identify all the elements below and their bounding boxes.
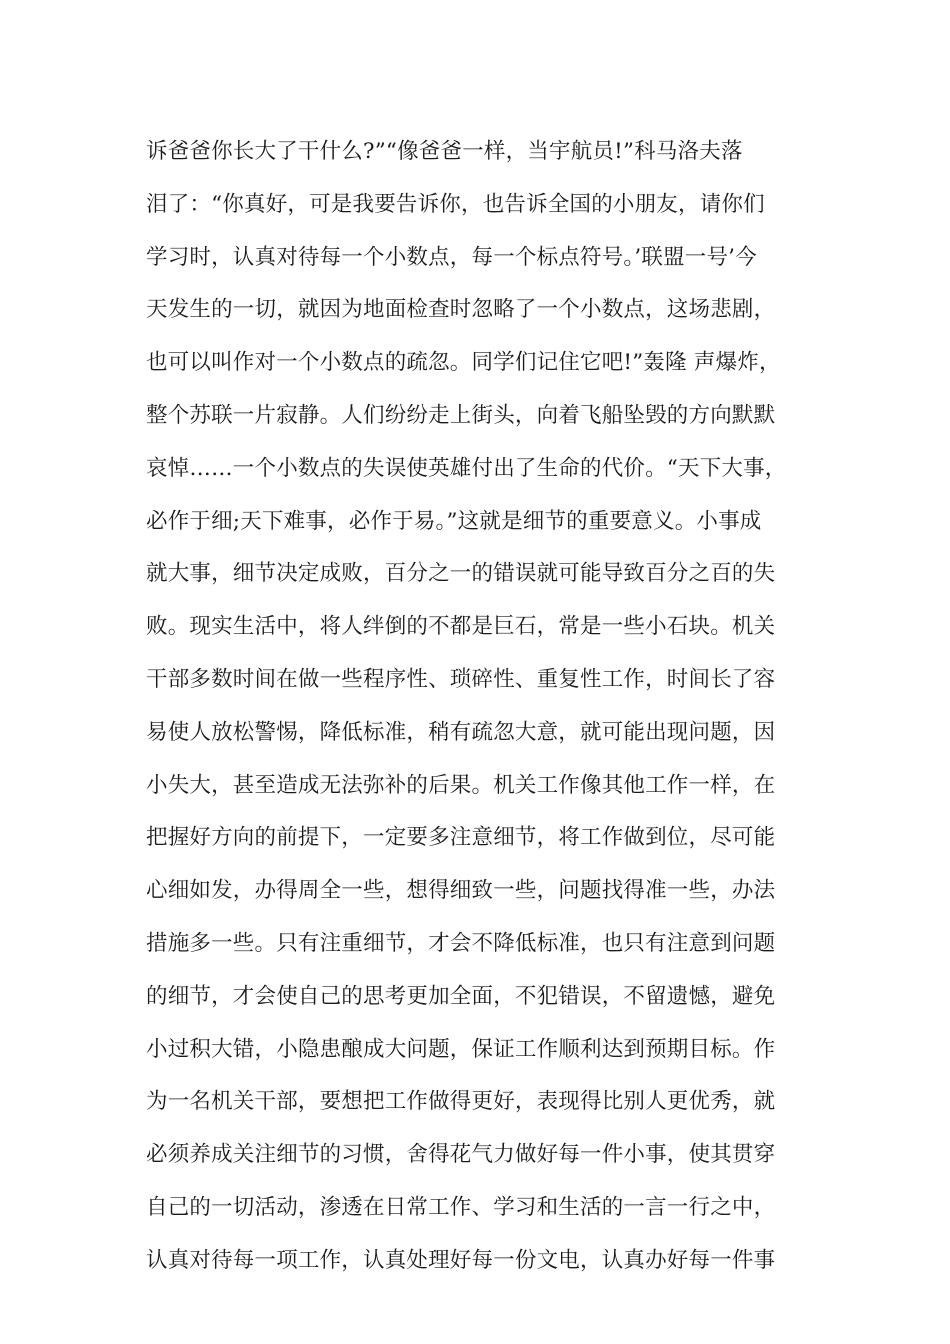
text-line: 小过积大错，小隐患酿成大问题，保证工作顺利达到预期目标。作 (146, 1036, 776, 1062)
text-line: 把握好方向的前提下，一定要多注意细节，将工作做到位，尽可能 (146, 825, 776, 851)
text-line: 必须养成关注细节的习惯，舍得花气力做好每一件小事，使其贯穿 (146, 1142, 776, 1168)
text-line: 泪了：“你真好，可是我要告诉你，也告诉全国的小朋友，请你们 (146, 191, 765, 217)
text-line: 易使人放松警惕，降低标准，稍有疏忽大意，就可能出现问题，因 (146, 719, 776, 745)
text-line: 心细如发，办得周全一些，想得细致一些，问题找得准一些，办法 (146, 878, 776, 904)
text-line: 诉爸爸你长大了干什么?”“像爸爸一样，当宇航员!”科马洛夫落 (146, 139, 743, 164)
text-line: 哀悼……一个小数点的失误使英雄付出了生命的代价。“天下大事， (146, 455, 787, 481)
text-line: 天发生的一切，就因为地面检查时忽略了一个小数点，这场悲剧， (146, 297, 776, 323)
text-line: 必作于细;天下难事，必作于易。”这就是细节的重要意义。小事成 (146, 508, 762, 534)
text-line: 小失大，甚至造成无法弥补的后果。机关工作像其他工作一样，在 (146, 772, 776, 798)
text-line: 自己的一切活动，渗透在日常工作、学习和生活的一言一行之中， (146, 1194, 776, 1220)
text-line: 为一名机关干部，要想把工作做得更好，表现得比别人更优秀，就 (146, 1089, 776, 1115)
body-paragraph (146, 126, 826, 1288)
text-line: 措施多一些。只有注重细节，才会不降低标准，也只有注意到问题 (146, 930, 776, 956)
text-line: 整个苏联一片寂静。人们纷纷走上街头，向着飞船坠毁的方向默默 (146, 402, 776, 428)
text-line: 就大事，细节决定成败，百分之一的错误就可能导致百分之百的失 (146, 561, 776, 587)
text-line: 败。现实生活中，将人绊倒的不都是巨石，常是一些小石块。机关 (146, 614, 776, 640)
text-line: 学习时，认真对待每一个小数点，每一个标点符号。’联盟一号’今 (146, 244, 757, 270)
text-line: 干部多数时间在做一些程序性、琐碎性、重复性工作，时间长了容 (146, 666, 776, 692)
text-line: 也可以叫作对一个小数点的疏忽。同学们记住它吧!”轰隆 声爆炸， (146, 350, 781, 376)
text-line: 的细节，才会使自己的思考更加全面，不犯错误，不留遗憾，避免 (146, 983, 776, 1009)
text-line: 认真对待每一项工作，认真处理好每一份文电，认真办好每一件事 (146, 1247, 776, 1273)
